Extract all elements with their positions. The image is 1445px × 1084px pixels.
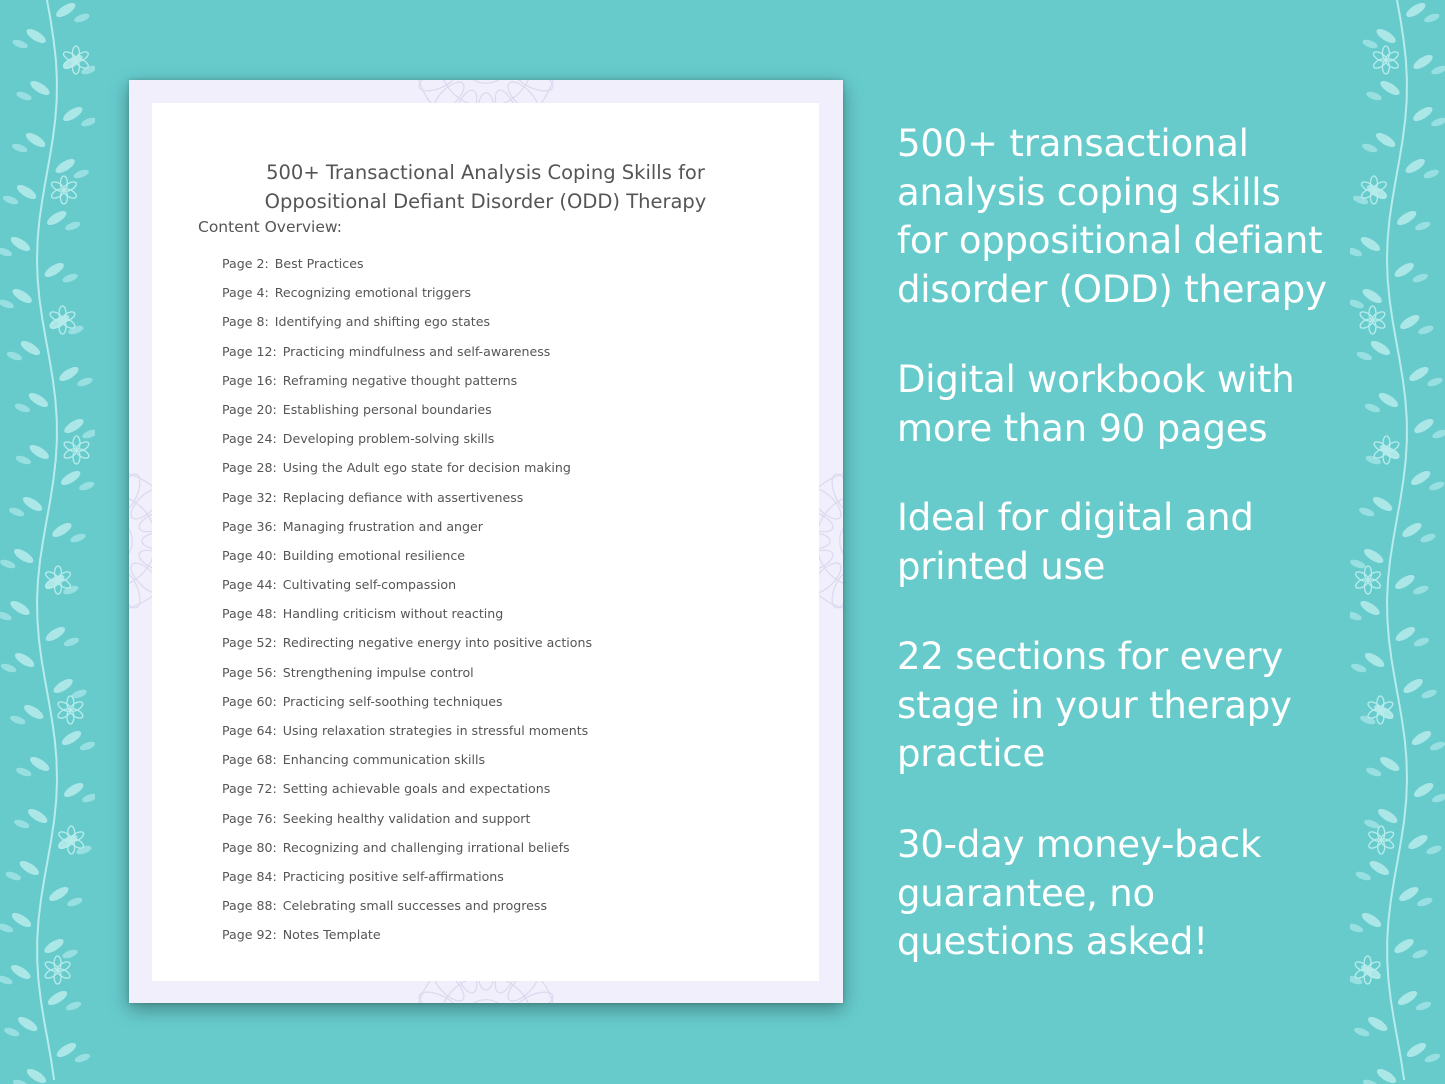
feature-text (897, 494, 1347, 591)
toc-item (222, 342, 592, 371)
toc-item (222, 546, 592, 575)
toc-page-number: Page 44: (222, 577, 277, 593)
toc-section-title: Using the Adult ego state for decision making (282, 460, 571, 476)
toc-item (222, 488, 592, 517)
toc-section-title: Recognizing and challenging irrational beliefs (282, 839, 570, 855)
toc-item (222, 750, 592, 779)
feature-text-line: stage in your therapy (897, 683, 1292, 727)
feature-text-line: analysis coping skills (897, 170, 1281, 214)
toc-section-title: Practicing self-soothing techniques (282, 693, 503, 709)
feature-text-line: Digital workbook with (897, 358, 1295, 401)
feature-text-line: practice (897, 732, 1046, 775)
toc-item (222, 283, 592, 312)
toc-item (222, 838, 592, 867)
toc-item (222, 633, 592, 662)
document-content (152, 103, 819, 981)
toc-page-number: Page 64: (222, 723, 277, 738)
feature-text-line: 30-day money-back (897, 823, 1262, 866)
toc-page-number: Page 72: (222, 781, 277, 797)
toc-page-number: Page 84: (222, 868, 277, 884)
feature-text-line: for oppositional defiant (897, 219, 1323, 262)
feature-text (897, 821, 1347, 967)
feature-text-line: more than 90 pages (897, 406, 1268, 450)
toc-page-number: Page 28: (222, 460, 277, 476)
toc-item (222, 721, 592, 750)
toc-section-title: Cultivating self-compassion (282, 577, 457, 593)
toc-page-number: Page 4: (222, 285, 269, 301)
toc-page-number: Page 92: (222, 927, 277, 943)
content-overview-label: Content Overview: (198, 218, 342, 236)
feature-text-line: disorder (ODD) therapy (897, 267, 1327, 311)
toc-section-title: Celebrating small successes and progress (282, 898, 548, 914)
toc-page-number: Page 12: (222, 343, 277, 359)
toc-item (222, 604, 592, 633)
toc-section-title: Redirecting negative energy into positive actions (282, 635, 593, 651)
toc-item (222, 371, 592, 400)
toc-section-title: Using relaxation strategies in stressful moments (282, 723, 589, 738)
document-title-line: Oppositional Defiant Disorder (ODD) Therapy (264, 190, 707, 213)
toc-section-title: Best Practices (274, 256, 364, 271)
feature-text (897, 120, 1347, 314)
toc-page-number: Page 2: (222, 256, 269, 271)
toc-section-title: Seeking healthy validation and support (282, 810, 531, 826)
toc-item (222, 517, 592, 546)
toc-item (222, 896, 592, 925)
toc-item (222, 458, 592, 487)
toc-page-number: Page 32: (222, 489, 277, 505)
vine-right-icon (1350, 0, 1445, 1084)
toc-section-title: Practicing mindfulness and self-awareness (282, 343, 551, 359)
toc-section-title: Setting achievable goals and expectations (282, 781, 551, 797)
toc-section-title: Reframing negative thought patterns (282, 372, 518, 388)
feature-text-line: questions asked! (897, 920, 1208, 963)
document-page (129, 80, 843, 1003)
toc-section-title: Recognizing emotional triggers (274, 285, 472, 301)
feature-text-line: Ideal for digital and (897, 496, 1254, 539)
toc-page-number: Page 36: (222, 518, 277, 534)
vine-left-icon (0, 0, 95, 1084)
toc-section-title: Strengthening impulse control (282, 664, 474, 680)
toc-page-number: Page 8: (222, 314, 269, 330)
toc-item (222, 692, 592, 721)
feature-text (897, 633, 1347, 779)
toc-page-number: Page 60: (222, 693, 277, 709)
toc-page-number: Page 52: (222, 635, 277, 651)
toc-item (222, 663, 592, 692)
document-title-line: 500+ Transactional Analysis Coping Skills for (266, 161, 705, 184)
table-of-contents (222, 254, 592, 955)
toc-page-number: Page 48: (222, 606, 277, 622)
feature-text (897, 356, 1347, 453)
feature-text-line: 500+ transactional (897, 122, 1249, 165)
toc-item (222, 779, 592, 808)
document-title (152, 158, 819, 216)
toc-page-number: Page 40: (222, 547, 277, 563)
feature-text-line: 22 sections for every (897, 635, 1284, 678)
toc-page-number: Page 88: (222, 898, 277, 914)
toc-section-title: Handling criticism without reacting (282, 606, 504, 622)
toc-page-number: Page 68: (222, 752, 277, 768)
toc-section-title: Identifying and shifting ego states (274, 314, 491, 330)
toc-section-title: Developing problem-solving skills (282, 431, 495, 447)
toc-page-number: Page 76: (222, 810, 277, 826)
toc-page-number: Page 20: (222, 401, 277, 417)
toc-page-number: Page 24: (222, 431, 277, 447)
toc-item (222, 925, 592, 954)
toc-section-title: Replacing defiance with assertiveness (282, 489, 524, 505)
toc-section-title: Managing frustration and anger (282, 518, 483, 534)
toc-section-title: Building emotional resilience (282, 547, 466, 563)
feature-text-line: printed use (897, 544, 1106, 588)
toc-section-title: Practicing positive self-affirmations (282, 868, 504, 884)
feature-text-line: guarantee, no (897, 871, 1155, 915)
toc-section-title: Enhancing communication skills (282, 752, 486, 768)
toc-item (222, 575, 592, 604)
toc-page-number: Page 16: (222, 372, 277, 388)
toc-section-title: Establishing personal boundaries (282, 401, 492, 417)
toc-item (222, 429, 592, 458)
toc-item (222, 254, 592, 283)
toc-page-number: Page 80: (222, 839, 277, 855)
toc-page-number: Page 56: (222, 664, 277, 680)
toc-item (222, 867, 592, 896)
toc-section-title: Notes Template (282, 927, 381, 943)
toc-item (222, 400, 592, 429)
toc-item (222, 312, 592, 341)
toc-item (222, 809, 592, 838)
